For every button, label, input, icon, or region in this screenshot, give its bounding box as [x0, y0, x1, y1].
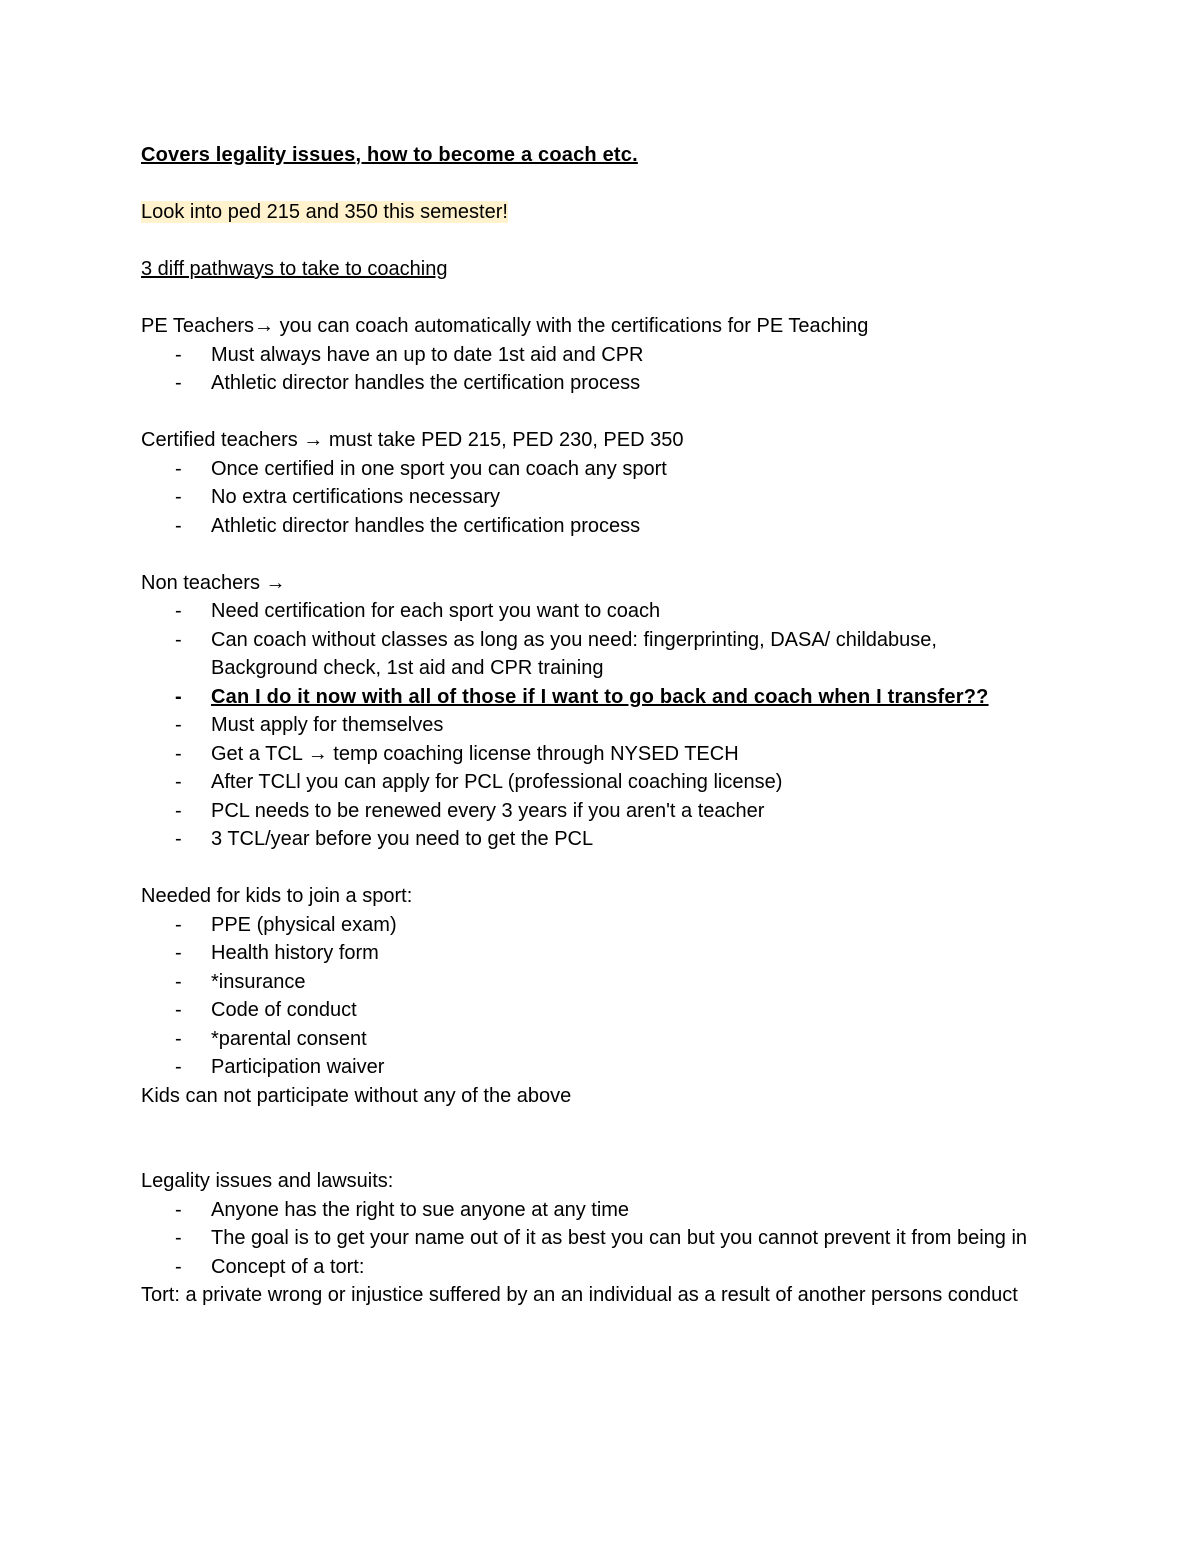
- dash-bullet: -: [175, 457, 182, 480]
- spacer: [141, 854, 1061, 883]
- spacer: [141, 398, 1061, 427]
- pe-teachers-heading: PE Teachers→ you can coach automatically with the certifications for PE Teaching: [141, 315, 869, 337]
- dash-bullet: -: [175, 714, 182, 736]
- dash-bullet: -: [175, 685, 182, 708]
- dash-bullet: -: [175, 942, 182, 964]
- list-item-question: - Can I do it now with all of those if I want to go back and coach when I transfer??: [141, 683, 1061, 712]
- kids-requirements-footer: Kids can not participate without any of the above: [141, 1084, 572, 1107]
- dash-bullet: -: [175, 1227, 182, 1249]
- spacer: [141, 227, 1061, 256]
- dash-bullet: -: [175, 999, 182, 1021]
- dash-bullet: -: [175, 372, 182, 394]
- dash-bullet: -: [175, 1255, 182, 1278]
- certified-teachers-list: [141, 455, 1061, 541]
- document-body: [141, 141, 1061, 1310]
- kids-requirements-list: [141, 911, 1061, 1082]
- dash-bullet: -: [175, 913, 182, 936]
- list-item: - Health history form: [141, 939, 1061, 968]
- dash-bullet: -: [175, 1027, 182, 1050]
- dash-bullet: -: [175, 628, 182, 651]
- kids-requirements-heading: Needed for kids to join a sport:: [141, 885, 413, 907]
- list-item: - Get a TCL → temp coaching license through NYSED TECH: [141, 740, 1061, 769]
- spacer: [141, 1110, 1061, 1167]
- list-item: - PCL needs to be renewed every 3 years if you aren't a teacher: [141, 797, 1061, 826]
- pathways-heading: 3 diff pathways to take to coaching: [141, 258, 448, 280]
- non-teachers-heading: Non teachers →: [141, 571, 286, 594]
- dash-bullet: -: [175, 514, 182, 537]
- list-item: - Must always have an up to date 1st aid and CPR: [141, 341, 1061, 370]
- spacer: [141, 170, 1061, 199]
- spacer: [141, 540, 1061, 569]
- list-item: - Must apply for themselves: [141, 711, 1061, 740]
- dash-bullet: -: [175, 828, 182, 850]
- list-item: - Concept of a tort:: [141, 1253, 1061, 1282]
- legality-heading: Legality issues and lawsuits:: [141, 1170, 394, 1192]
- dash-bullet: -: [175, 343, 182, 366]
- dash-bullet: -: [175, 1198, 182, 1221]
- list-item: - The goal is to get your name out of it as best you can but you cannot prevent it from being in: [141, 1224, 1061, 1253]
- dash-bullet: -: [175, 970, 182, 993]
- dash-bullet: -: [175, 600, 182, 622]
- legality-list: [141, 1196, 1061, 1282]
- list-item: - 3 TCL/year before you need to get the PCL: [141, 825, 1061, 854]
- list-item: - *insurance: [141, 968, 1061, 997]
- list-item: - Once certified in one sport you can coach any sport: [141, 455, 1061, 484]
- list-item: - Can coach without classes as long as you need: fingerprinting, DASA/ childabuse, Background check, 1st aid and CPR training: [141, 626, 1061, 683]
- list-item: - *parental consent: [141, 1025, 1061, 1054]
- dash-bullet: -: [175, 486, 182, 508]
- dash-bullet: -: [175, 1056, 182, 1078]
- spacer: [141, 284, 1061, 313]
- document-title: Covers legality issues, how to become a coach etc.: [141, 144, 638, 166]
- highlighted-note: Look into ped 215 and 350 this semester!: [141, 201, 508, 223]
- dash-bullet: -: [175, 799, 182, 822]
- list-item: - Code of conduct: [141, 996, 1061, 1025]
- list-item: - Athletic director handles the certification process: [141, 369, 1061, 398]
- dash-bullet: -: [175, 771, 182, 793]
- dash-bullet: -: [175, 742, 182, 765]
- pe-teachers-list: [141, 341, 1061, 398]
- list-item: - Need certification for each sport you want to coach: [141, 597, 1061, 626]
- list-item: - Anyone has the right to sue anyone at any time: [141, 1196, 1061, 1225]
- list-item: - Participation waiver: [141, 1053, 1061, 1082]
- tort-definition: Tort: a private wrong or injustice suffered by an an individual as a result of another persons conduct: [141, 1284, 1018, 1306]
- list-item: - No extra certifications necessary: [141, 483, 1061, 512]
- certified-teachers-heading: Certified teachers → must take PED 215, PED 230, PED 350: [141, 429, 684, 451]
- non-teachers-list: [141, 597, 1061, 854]
- list-item: - After TCLl you can apply for PCL (professional coaching license): [141, 768, 1061, 797]
- list-item: - Athletic director handles the certification process: [141, 512, 1061, 541]
- list-item: - PPE (physical exam): [141, 911, 1061, 940]
